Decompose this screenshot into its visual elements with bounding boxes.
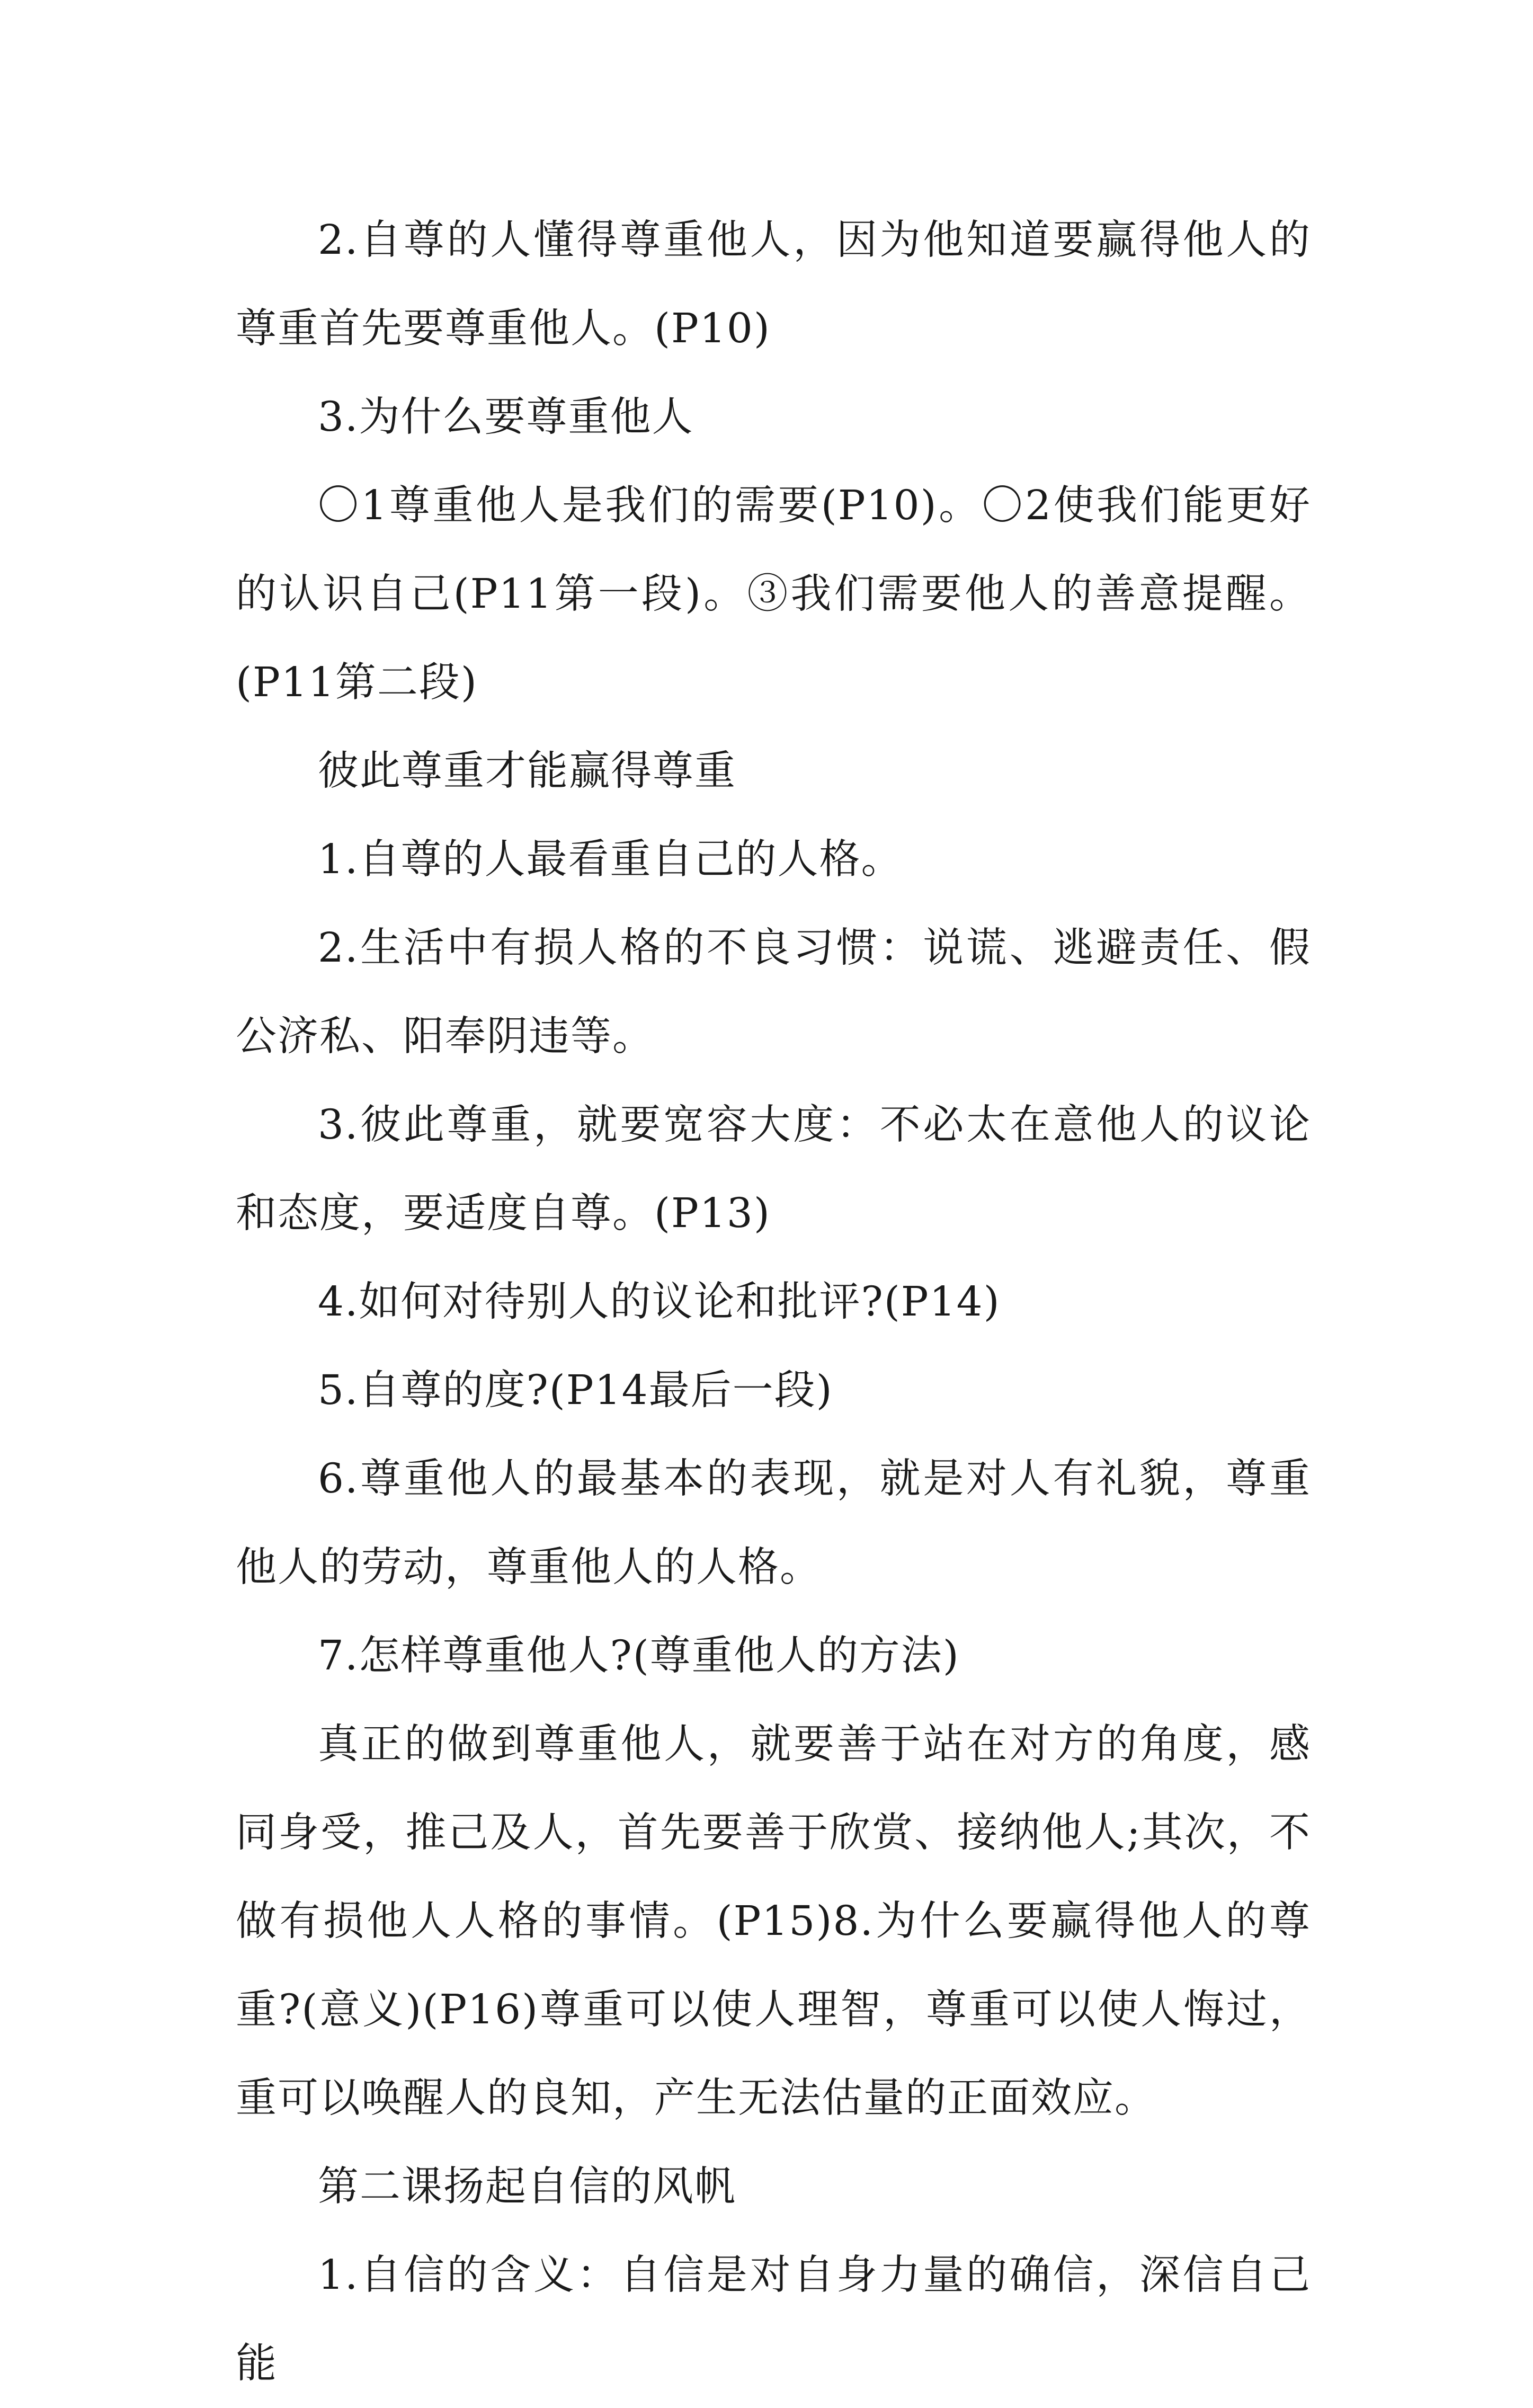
paragraph: 〇1尊重他人是我们的需要(P10)。〇2使我们能更好的认识自己(P11第一段)。③我们需要他人的善意提醒。(P11第二段) [236, 482, 1311, 706]
section-heading: 彼此尊重才能赢得尊重 [318, 748, 736, 795]
paragraph: 1.自信的含义：自信是对自身力量的确信，深信自己能 [236, 2252, 1311, 2387]
paragraph: 5.自尊的度?(P14最后一段) [318, 1367, 833, 1414]
document-body [236, 196, 1311, 2408]
lesson-heading: 第二课扬起自信的风帆 [318, 2163, 736, 2210]
paragraph: 3.彼此尊重，就要宽容大度：不必太在意他人的议论和态度，要适度自尊。(P13) [236, 1101, 1311, 1237]
paragraph: 2.生活中有损人格的不良习惯：说谎、逃避责任、假公济私、阳奉阴违等。 [236, 925, 1311, 1060]
paragraph: 1.自尊的人最看重自己的人格。 [318, 836, 903, 883]
paragraph: 6.尊重他人的最基本的表现，就是对人有礼貌，尊重他人的劳动，尊重他人的人格。 [236, 1455, 1311, 1591]
paragraph: 4.如何对待别人的议论和批评?(P14) [318, 1278, 1001, 1326]
paragraph: 真正的做到尊重他人，就要善于站在对方的角度，感同身受，推己及人，首先要善于欣赏、接纳他人;其次，不做有损他人人格的事情。(P15)8.为什么要赢得他人的尊重?(意义)(P16)尊重可以使人理智，尊重可以使人悔过，重可以唤醒人的良知，产生无法估量的正面效应。 [236, 1721, 1311, 2122]
paragraph: 2.自尊的人懂得尊重他人，因为他知道要赢得他人的尊重首先要尊重他人。(P10) [236, 217, 1311, 352]
paragraph: 3.为什么要尊重他人 [318, 394, 694, 441]
paragraph: 7.怎样尊重他人?(尊重他人的方法) [318, 1632, 960, 1680]
